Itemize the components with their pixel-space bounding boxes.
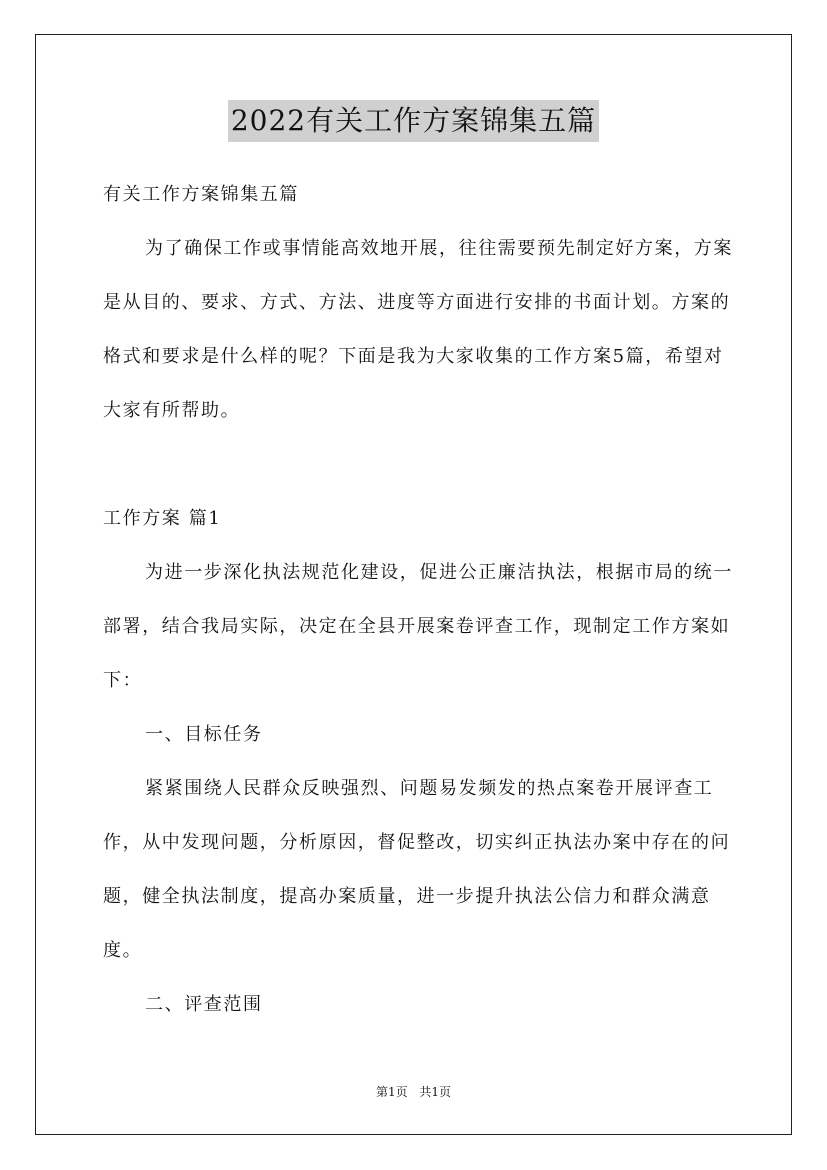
- title-container: [0, 100, 827, 142]
- section-paragraph: 为进一步深化执法规范化建设，促进公正廉洁执法，根据市局的统一部署，结合我局实际，决定在全县开展案卷评查工作，现制定工作方案如下：: [103, 562, 733, 691]
- paragraph-gap: [103, 438, 743, 492]
- page-footer: [0, 1082, 827, 1102]
- document-body: [103, 168, 743, 1032]
- item-heading-targets: 一、目标任务: [145, 724, 263, 745]
- item-heading-scope: 二、评查范围: [145, 994, 263, 1015]
- page-total: 共1页: [419, 1085, 452, 1099]
- page-number: 第1页: [375, 1085, 408, 1099]
- item-paragraph-targets: 紧紧围绕人民群众反映强烈、问题易发频发的热点案卷开展评查工作，从中发现问题，分析原因，督促整改，切实纠正执法办案中存在的问题，健全执法制度，提高办案质量，进一步提升执法公信力和群众满意度。: [103, 778, 731, 961]
- intro-paragraph: 为了确保工作或事情能高效地开展，往往需要预先制定好方案，方案是从目的、要求、方式、方法、进度等方面进行安排的书面计划。方案的格式和要求是什么样的呢？下面是我为大家收集的工作方案5篇，希望对大家有所帮助。: [103, 238, 733, 421]
- section-heading: 工作方案 篇1: [103, 508, 222, 529]
- document-subtitle: 有关工作方案锦集五篇: [103, 184, 299, 205]
- document-title: 2022有关工作方案锦集五篇: [228, 100, 599, 142]
